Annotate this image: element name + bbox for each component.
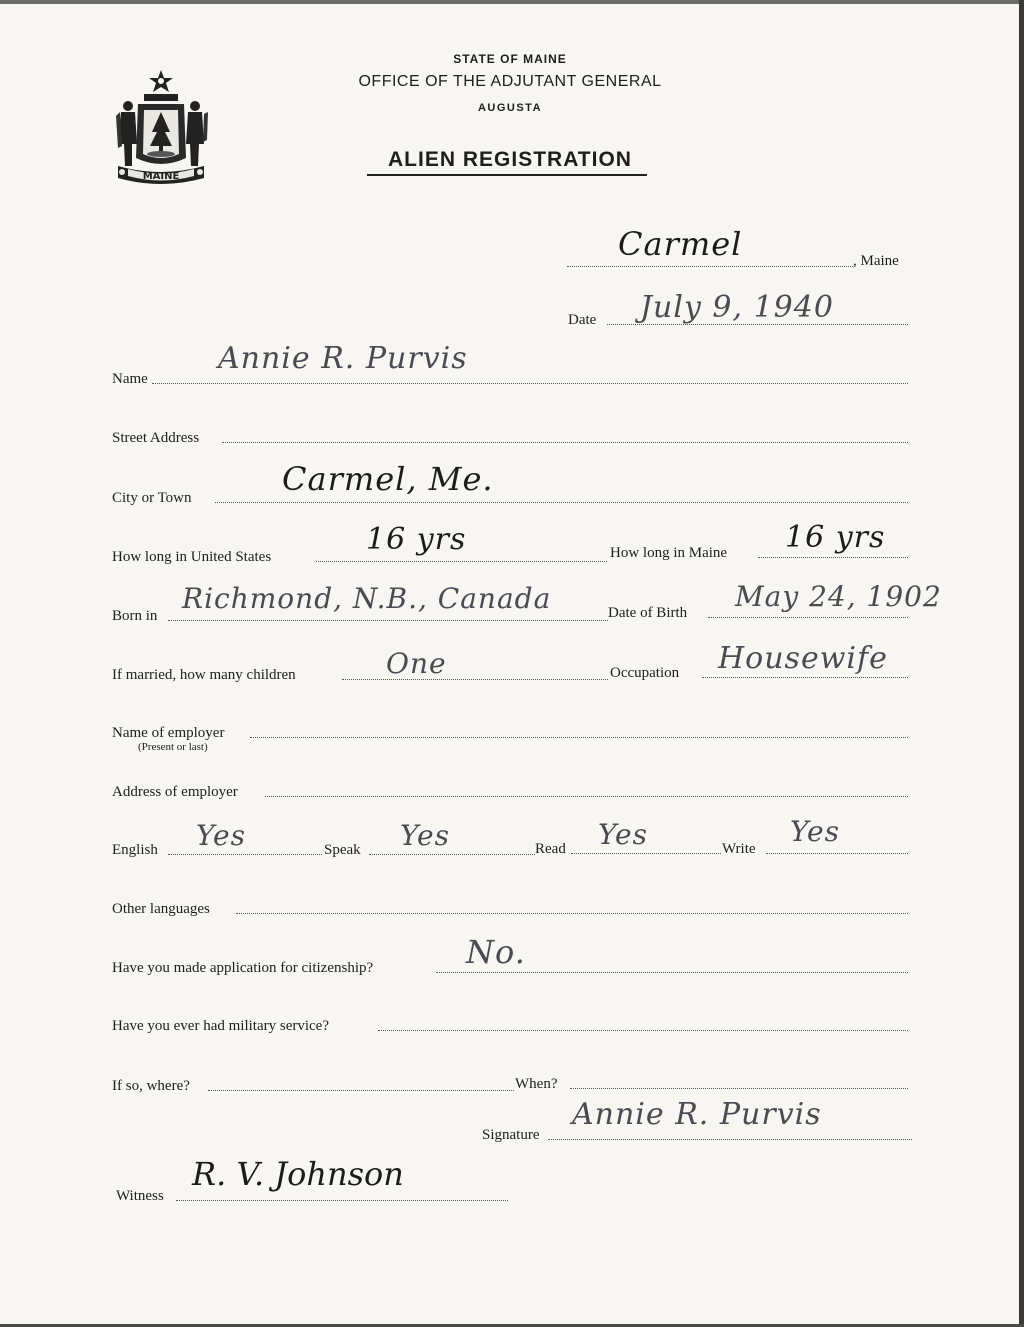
signature-line xyxy=(548,1139,912,1140)
occupation-line xyxy=(702,677,908,678)
employer-address-label: Address of employer xyxy=(112,784,238,800)
town-value: Carmel xyxy=(618,225,743,263)
how-long-us-value: 16 yrs xyxy=(366,522,467,557)
military-service-label: Have you ever had military service? xyxy=(112,1018,329,1034)
name-value: Annie R. Purvis xyxy=(218,341,468,376)
how-long-maine-line xyxy=(758,557,908,558)
english-line xyxy=(168,854,322,855)
header-state: STATE OF MAINE xyxy=(453,52,567,66)
children-value: One xyxy=(386,647,447,680)
speak-line xyxy=(369,854,535,855)
name-label: Name xyxy=(112,371,148,387)
date-of-birth-label: Date of Birth xyxy=(608,605,688,621)
witness-value: R. V. Johnson xyxy=(192,1155,404,1193)
form-title: ALIEN REGISTRATION xyxy=(388,148,632,171)
read-label: Read xyxy=(535,841,566,857)
name-line xyxy=(152,383,908,384)
where-line xyxy=(208,1090,514,1091)
speak-value: Yes xyxy=(400,819,450,852)
scan-edge-right xyxy=(1019,0,1024,1327)
other-languages-line xyxy=(236,913,908,914)
employer-name-line xyxy=(250,737,908,738)
citizenship-line xyxy=(436,972,908,973)
how-long-maine-label: How long in Maine xyxy=(610,545,728,561)
form-title-underline xyxy=(367,174,647,176)
when-line xyxy=(570,1088,908,1089)
date-label: Date xyxy=(568,312,597,328)
write-label: Write xyxy=(722,841,756,857)
maine-state-seal-icon xyxy=(108,66,214,190)
town-line xyxy=(567,266,853,267)
date-of-birth-line xyxy=(708,617,908,618)
born-in-label: Born in xyxy=(112,608,158,624)
header-office: OFFICE OF THE ADJUTANT GENERAL xyxy=(358,73,662,90)
how-long-us-label: How long in United States xyxy=(112,549,272,565)
born-in-value: Richmond, N.B., Canada xyxy=(182,582,552,615)
how-long-us-line xyxy=(316,561,607,562)
when-label: When? xyxy=(515,1076,558,1092)
military-service-line xyxy=(378,1030,908,1031)
write-value: Yes xyxy=(790,815,840,848)
read-line xyxy=(571,853,721,854)
employer-address-line xyxy=(265,796,908,797)
born-in-line xyxy=(168,620,608,621)
children-label: If married, how many children xyxy=(112,667,296,683)
witness-label: Witness xyxy=(116,1188,164,1204)
city-line xyxy=(215,502,908,503)
occupation-label: Occupation xyxy=(610,665,680,681)
citizenship-value: No. xyxy=(466,933,526,971)
street-address-label: Street Address xyxy=(112,430,200,446)
city-value: Carmel, Me. xyxy=(282,460,494,498)
citizenship-label: Have you made application for citizenship? xyxy=(112,960,374,976)
read-value: Yes xyxy=(598,818,648,851)
occupation-value: Housewife xyxy=(718,641,888,676)
witness-line xyxy=(176,1200,508,1201)
how-long-maine-value: 16 yrs xyxy=(785,520,886,555)
children-line xyxy=(342,679,608,680)
date-value: July 9, 1940 xyxy=(640,290,834,325)
english-label: English xyxy=(112,842,158,858)
date-of-birth-value: May 24, 1902 xyxy=(735,580,942,613)
english-value: Yes xyxy=(196,819,246,852)
employer-name-label: Name of employer xyxy=(112,725,225,741)
town-suffix: , Maine xyxy=(853,253,899,269)
write-line xyxy=(766,853,908,854)
other-languages-label: Other languages xyxy=(112,901,210,917)
street-address-line xyxy=(222,442,908,443)
signature-value: Annie R. Purvis xyxy=(572,1097,822,1132)
signature-label: Signature xyxy=(482,1127,540,1143)
employer-name-sublabel: (Present or last) xyxy=(138,741,208,753)
svg-text:MAINE: MAINE xyxy=(142,171,180,182)
header-city: AUGUSTA xyxy=(477,102,543,114)
scan-edge-top xyxy=(0,0,1024,4)
speak-label: Speak xyxy=(324,842,361,858)
city-label: City or Town xyxy=(112,490,192,506)
where-label: If so, where? xyxy=(112,1078,190,1094)
